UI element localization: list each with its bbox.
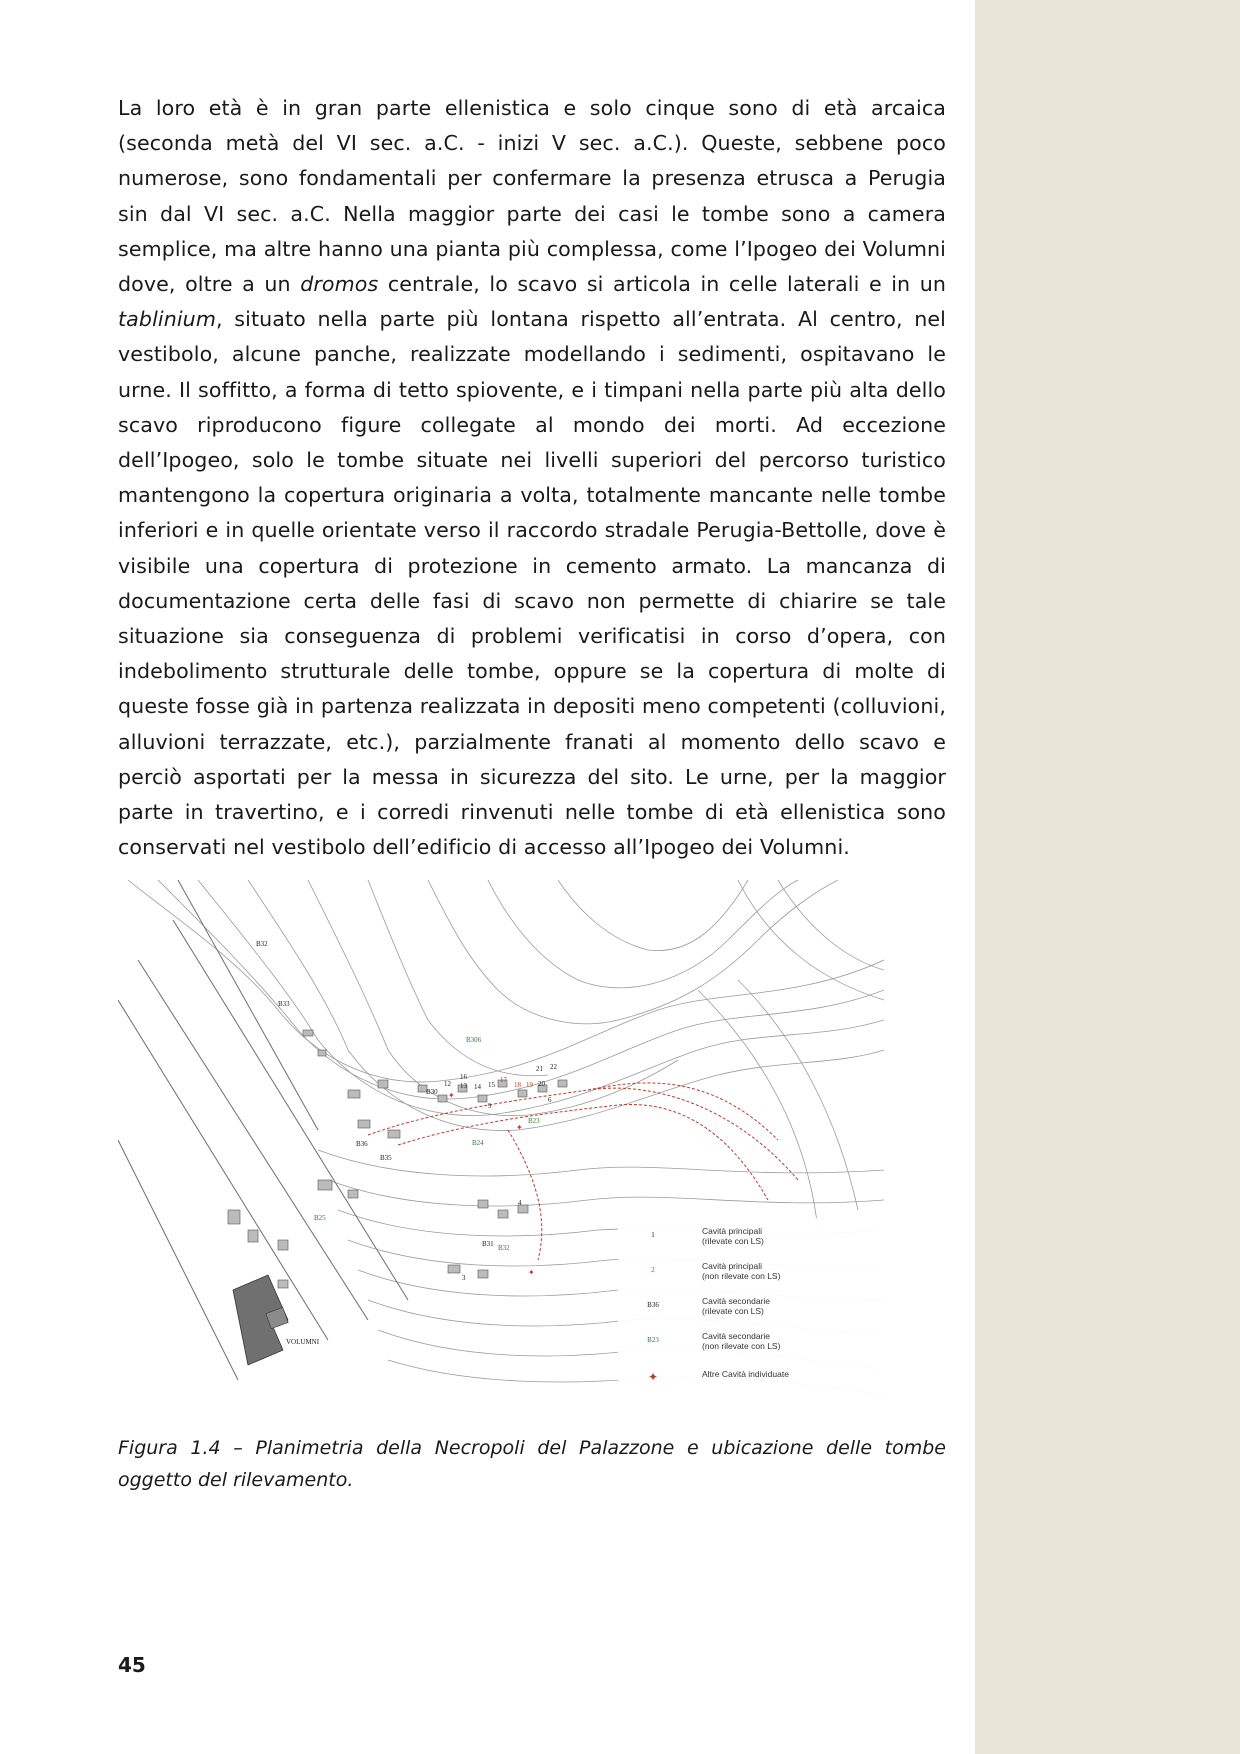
legend-symbol-b23: B23	[647, 1336, 659, 1344]
legend-label-1b: (rilevate con LS)	[702, 1236, 764, 1246]
svg-text:✦: ✦	[516, 1123, 523, 1132]
label-13: 13	[460, 1082, 467, 1090]
body-text-part-3: , situato nella parte più lontana rispetto all’entrata. Al centro, nel vestibolo, alcune panche, realizzate modellando i sedimenti, ospitavano le urne. Il soffitto, a forma di tetto spiovente, e i timpani nella parte più alta dello scavo riproducono figure collegate al mondo dei morti. Ad eccezione dell’Ipogeo, solo le tombe situate nei livelli superiori del percorso turistico mantengono la copertura originaria a volta, totalmente mancante nelle tombe inferiori e in quelle orientate verso il raccordo stradale Perugia-Bettolle, dove è visibile una copertura di protezione in cemento armato. La mancanza di documentazione certa delle fasi di scavo non permette di chiarire se tale situazione sia conseguenza di problemi verificatisi in corso d’opera, con indebolimento strutturale delle tombe, oppure se la copertura di molte di queste fosse già in partenza realizzata in depositi meno competenti (colluvioni, alluvioni terrazzate, etc.), parzialmente franati al momento dello scavo e perciò asportati per la messa in sicurezza del sito. Le urne, per la maggior parte in travertino, e i corredi rinvenuti nelle tombe di età ellenistica sono conservati nel vestibolo dell’edificio di accesso all’Ipogeo dei Volumni.	[118, 307, 946, 860]
label-22: 22	[550, 1063, 557, 1071]
legend-symbol-2: 2	[651, 1266, 655, 1274]
legend-label-4b: (non rilevate con LS)	[702, 1341, 781, 1351]
side-margin-band	[975, 0, 1240, 1754]
legend-label-1a: Cavità principali	[702, 1226, 762, 1236]
label-3: 3	[462, 1274, 466, 1282]
label-9: 9	[488, 1102, 492, 1110]
label-b36: B36	[356, 1140, 368, 1148]
legend-label-5: Altre Cavità individuate	[702, 1369, 789, 1379]
label-20: 20	[538, 1080, 545, 1088]
label-b24: B24	[472, 1139, 484, 1147]
legend-symbol-1: 1	[651, 1231, 655, 1239]
label-b25: B25	[314, 1214, 326, 1222]
body-paragraph	[118, 91, 946, 865]
label-b306: B306	[466, 1036, 482, 1044]
necropolis-site-plan-figure	[118, 880, 884, 1416]
figure-caption: Figura 1.4 – Planimetria della Necropoli del Palazzone e ubicazione delle tombe oggetto del rilevamento.	[118, 1437, 946, 1491]
label-19: 19	[526, 1081, 533, 1089]
legend-symbol-b36: B36	[647, 1301, 659, 1309]
label-4: 4	[518, 1199, 522, 1207]
label-b32-green: B32	[498, 1244, 510, 1252]
label-b32: B32	[256, 940, 268, 948]
legend-star-icon: ✦	[647, 1370, 659, 1384]
label-b35: B35	[380, 1154, 392, 1162]
body-emphasis-dromos: dromos	[300, 272, 379, 297]
legend-label-4a: Cavità secondarie	[702, 1331, 771, 1341]
label-12: 12	[444, 1080, 451, 1088]
label-21: 21	[536, 1065, 543, 1073]
legend-label-3b: (rilevate con LS)	[702, 1306, 764, 1316]
svg-text:✦: ✦	[448, 1091, 455, 1100]
svg-text:✦: ✦	[528, 1268, 535, 1277]
legend-label-3a: Cavità secondarie	[702, 1296, 771, 1306]
legend-label-2a: Cavità principali	[702, 1261, 762, 1271]
label-6: 6	[548, 1096, 552, 1104]
label-16: 16	[460, 1073, 467, 1081]
site-plan-map	[118, 880, 884, 1416]
label-b23: B23	[528, 1117, 540, 1125]
label-b31: B31	[482, 1240, 494, 1248]
map-legend	[618, 1218, 884, 1414]
body-text-part-1: La loro età è in gran parte ellenistica e solo cinque sono di età arcaica (seconda metà del VI sec. a.C. - inizi V sec. a.C.). Queste, sebbene poco numerose, sono fondamentali per confermare la presenza etrusca a Perugia sin dal VI sec. a.C. Nella maggior parte dei casi le tombe sono a camera semplice, ma altre hanno una pianta più complessa, come l’Ipogeo dei Volumni dove, oltre a un	[118, 96, 946, 297]
label-14: 14	[474, 1083, 481, 1091]
label-17: 17	[500, 1076, 507, 1084]
volumni-label: VOLUMNI	[286, 1338, 320, 1346]
label-15: 15	[488, 1081, 495, 1089]
legend-label-2b: (non rilevate con LS)	[702, 1271, 781, 1281]
label-b33: B33	[278, 1000, 290, 1008]
body-text-part-2: centrale, lo scavo si articola in celle laterali e in un	[378, 272, 946, 297]
body-emphasis-tablinium: tablinium	[118, 307, 216, 332]
label-18: 18	[514, 1081, 521, 1089]
page-number: 45	[118, 1653, 146, 1677]
label-b30: B30	[426, 1088, 438, 1096]
